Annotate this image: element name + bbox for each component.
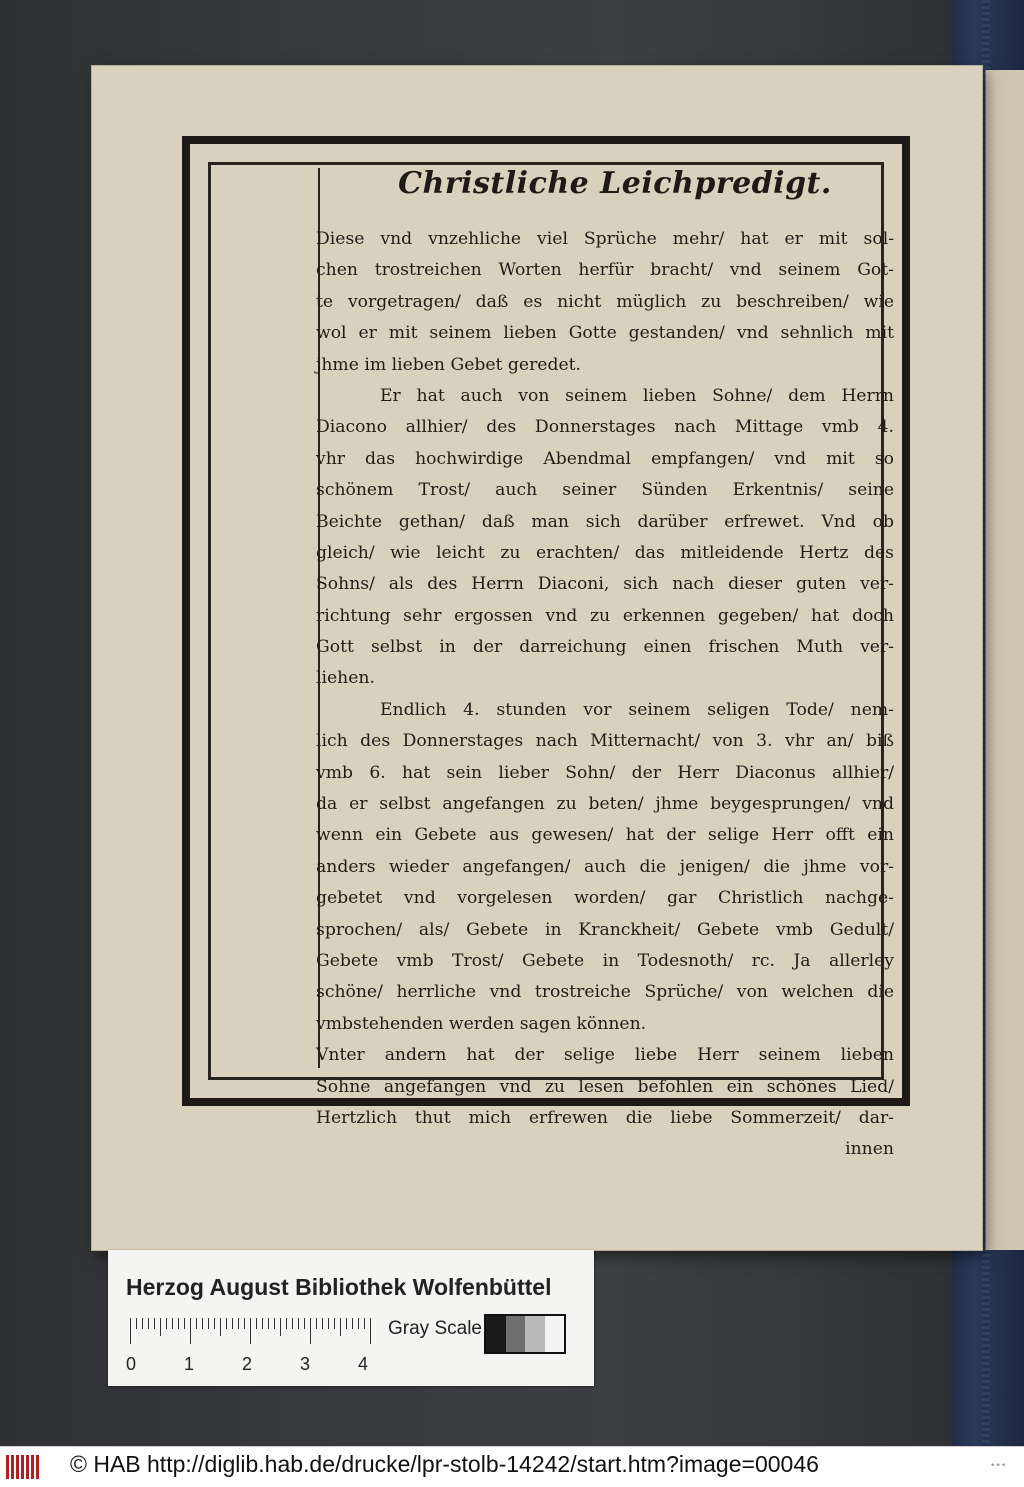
ruler-tick — [130, 1318, 131, 1344]
text-line: anders wieder angefangen/ auch die jenigen/ die jhme vor- — [316, 856, 894, 877]
ruler-tick — [142, 1318, 143, 1329]
text-line: Hertzlich thut mich erfrewen die liebe Sommerzeit/ dar- — [316, 1107, 894, 1128]
footer-url[interactable]: © HAB http://diglib.hab.de/drucke/lpr-stolb-14242/start.htm?image=00046 — [70, 1451, 819, 1477]
text-line: Er hat auch von seinem lieben Sohne/ dem Herrn — [380, 385, 894, 406]
text-line: wenn ein Gebete aus gewesen/ hat der selige Herr offt ein — [316, 825, 894, 846]
ruler-tick — [364, 1318, 365, 1329]
ruler-tick — [238, 1318, 239, 1329]
text-line: wol er mit seinem lieben Gotte gestanden/ vnd sehnlich mit — [316, 323, 894, 344]
text-line: Diacono allhier/ des Donnerstages nach Mittage vmb 4. — [316, 417, 894, 438]
ruler-tick — [274, 1318, 275, 1329]
footer-bar — [0, 1446, 1024, 1487]
gray-patch — [525, 1316, 545, 1352]
ruler-label: 3 — [300, 1354, 311, 1374]
ruler-tick — [310, 1318, 311, 1344]
text-line: schönem Trost/ auch seiner Sünden Erkentnis/ seine — [316, 480, 894, 501]
ruler-tick — [256, 1318, 257, 1329]
text-line: sprochen/ als/ Gebete in Kranckheit/ Gebete vmb Gedult/ — [316, 919, 894, 940]
ruler-tick — [346, 1318, 347, 1329]
text-line: Beichte gethan/ daß man sich darüber erfrewet. Vnd ob — [316, 511, 894, 532]
ruler-tick — [178, 1318, 179, 1329]
running-header: Christliche Leichpredigt. — [398, 166, 832, 201]
ruler-tick — [226, 1318, 227, 1329]
ruler-tick — [304, 1318, 305, 1329]
ruler-tick — [232, 1318, 233, 1329]
text-line: vmbstehenden werden sagen können. — [316, 1013, 647, 1034]
ruler-tick — [370, 1318, 371, 1344]
gray-patch — [545, 1316, 565, 1352]
ruler-tick — [160, 1318, 161, 1336]
hab-logo-icon — [6, 1455, 46, 1479]
text-line: innen — [845, 1139, 894, 1160]
text-line: vhr das hochwirdige Abendmal empfangen/ vnd mit so — [316, 448, 894, 469]
ruler-tick — [298, 1318, 299, 1329]
ruler-tick — [292, 1318, 293, 1329]
ruler-label: 0 — [126, 1354, 137, 1374]
ruler-tick — [190, 1318, 191, 1344]
ruler-tick — [172, 1318, 173, 1329]
ruler-tick — [244, 1318, 245, 1329]
text-line: gebetet vnd vorgelesen worden/ gar Christlich nachge- — [316, 888, 894, 909]
text-line: te vorgetragen/ daß es nicht müglich zu beschreiben/ wie — [316, 291, 894, 312]
ruler-tick — [250, 1318, 251, 1344]
text-line: lich des Donnerstages nach Mitternacht/ von 3. vhr an/ biß — [316, 731, 894, 752]
gray-patch — [506, 1316, 526, 1352]
ruler-label: 4 — [358, 1354, 369, 1374]
gray-patch — [486, 1316, 506, 1352]
text-line: Sohne angefangen vnd zu lesen befohlen ein schönes Lied/ — [316, 1076, 894, 1097]
color-target-card — [108, 1250, 594, 1386]
ruler-tick — [262, 1318, 263, 1329]
ruler-tick — [148, 1318, 149, 1329]
ruler-tick — [328, 1318, 329, 1329]
text-line: Gebete vmb Trost/ Gebete in Todesnoth/ rc. Ja allerley — [316, 950, 894, 971]
gray-scale-label: Gray Scale — [388, 1318, 482, 1339]
ruler-tick — [196, 1318, 197, 1329]
text-line: Vnter andern hat der selige liebe Herr seinem lieben — [316, 1045, 894, 1066]
text-line: da er selbst angefangen zu beten/ jhme beygesprungen/ vnd — [316, 794, 894, 815]
text-line: schöne/ herrliche vnd trostreiche Sprüche/ von welchen die — [316, 982, 894, 1003]
text-line: liehen. — [316, 668, 375, 689]
ruler-tick — [286, 1318, 287, 1329]
library-name: Herzog August Bibliothek Wolfenbüttel — [126, 1274, 552, 1300]
ruler-label: 2 — [242, 1354, 253, 1374]
gray-scale-patches — [484, 1314, 566, 1354]
ruler-tick — [220, 1318, 221, 1336]
ruler-tick — [280, 1318, 281, 1336]
ruler-tick — [334, 1318, 335, 1329]
ruler-tick — [166, 1318, 167, 1329]
scale-ruler — [130, 1318, 374, 1344]
ruler-label: 1 — [184, 1354, 195, 1374]
page-text — [316, 224, 894, 1166]
ruler-tick — [184, 1318, 185, 1329]
ruler-tick — [340, 1318, 341, 1336]
ruler-tick — [154, 1318, 155, 1329]
ruler-tick — [208, 1318, 209, 1329]
ruler-tick — [214, 1318, 215, 1329]
text-line: richtung sehr ergossen vnd zu erkennen gegeben/ hat doch — [316, 605, 894, 626]
ruler-tick — [136, 1318, 137, 1329]
ruler-tick — [352, 1318, 353, 1329]
next-page-edge — [985, 70, 1024, 1250]
text-line: Endlich 4. stunden vor seinem seligen Tode/ nem- — [380, 699, 894, 720]
text-line: chen trostreichen Worten herfür bracht/ vnd seinem Got- — [316, 260, 894, 281]
footer-dots: ••• — [990, 1461, 1007, 1471]
text-line: gleich/ wie leicht zu erachten/ das mitleidende Hertz des — [316, 542, 894, 563]
ruler-tick — [358, 1318, 359, 1329]
text-line: Sohns/ als des Herrn Diaconi, sich nach dieser guten ver- — [316, 574, 894, 595]
ruler-tick — [202, 1318, 203, 1329]
text-line: jhme im lieben Gebet geredet. — [316, 354, 582, 375]
text-line: Diese vnd vnzehliche viel Sprüche mehr/ hat er mit sol- — [316, 229, 894, 249]
text-line: Gott selbst in der darreichung einen frischen Muth ver- — [316, 637, 894, 658]
text-line: vmb 6. hat sein lieber Sohn/ der Herr Diaconus allhier/ — [316, 762, 894, 783]
ruler-tick — [316, 1318, 317, 1329]
ruler-tick — [322, 1318, 323, 1329]
ruler-tick — [268, 1318, 269, 1329]
